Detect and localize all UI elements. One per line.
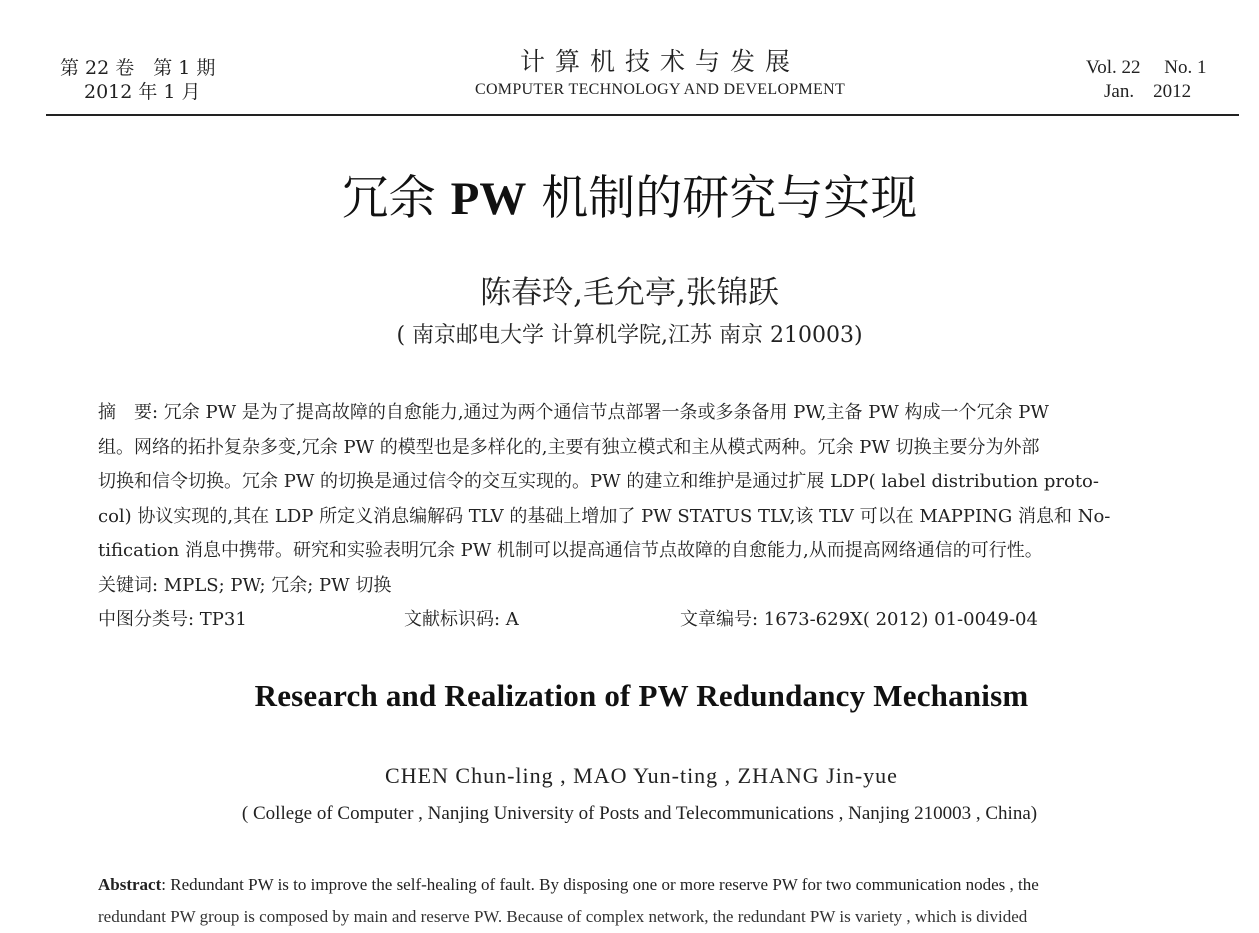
affiliation-en: ( College of Computer , Nanjing University of Posts and Telecommunications , Nanjing 210003 , China) [241, 803, 1038, 824]
title-cn-part3: 机制的研究与实现 [526, 171, 918, 226]
abstract-cn [98, 396, 1188, 569]
abstract-en-line [98, 869, 1188, 901]
authors-en: CHEN Chun-ling , MAO Yun-ting , ZHANG Jin-yue [385, 763, 898, 788]
volume-issue: 第 22 卷 第 1 期 [60, 57, 216, 79]
abstract-cn-line: 摘 要: 冗余 PW 是为了提高故障的自愈能力,通过为两个通信节点部署一条或多条备用 PW,主备 PW 构成一个冗余 PW [98, 402, 1049, 423]
abstract-cn-line: tification 消息中携带。研究和实验表明冗余 PW 机制可以提高通信节点故障的自愈能力,从而提高网络通信的可行性。 [98, 540, 1043, 562]
paper-title-cn [0, 168, 1259, 230]
title-cn-part1: 冗余 [341, 171, 451, 226]
journal-name [400, 46, 920, 102]
abstract-cn-line: 切换和信令切换。冗余 PW 的切换是通过信令的交互实现的。PW 的建立和维护是通过扩展 LDP( label distribution proto- [98, 471, 1099, 493]
header-divider [46, 114, 1239, 116]
classification-row [98, 605, 1198, 635]
journal-name-en: COMPUTER TECHNOLOGY AND DEVELOPMENT [474, 81, 846, 98]
abstract-label: Abstract [98, 875, 162, 894]
issue-date: 2012 年 1 月 [84, 81, 201, 103]
title-cn-part2: PW [450, 173, 527, 225]
abstract-cn-line: 组。网络的拓扑复杂多变,冗余 PW 的模型也是多样化的,主要有独立模式和主从模式两种。冗余 PW 切换主要分为外部 [98, 436, 1040, 458]
document-code: 文献标识码: A [404, 609, 519, 630]
abstract-cn-line: col) 协议实现的,其在 LDP 所定义消息编解码 TLV 的基础上增加了 PW STATUS TLV,该 TLV 可以在 MAPPING 消息和 No- [98, 505, 1111, 527]
issue-info-en [1086, 56, 1207, 104]
keywords-cn: 关键词: MPLS; PW; 冗余; PW 切换 [98, 575, 392, 596]
paper-title-en: Research and Realization of PW Redundancy Mechanism [254, 678, 1029, 713]
issue-info [60, 56, 215, 104]
abstract-en [98, 869, 1188, 933]
volume-issue-en: Vol. 22 No. 1 [1086, 57, 1207, 78]
affiliation-cn: ( 南京邮电大学 计算机学院,江苏 南京 210003) [396, 323, 863, 348]
abstract-en-line: redundant PW group is composed by main and reserve PW. Because of complex network, the redundant PW is variety , which is divided [98, 907, 1028, 926]
abstract-en-text: : Redundant PW is to improve the self-healing of fault. By disposing one or more reserve PW for two communication nodes , the [161, 875, 1039, 894]
issue-date-en: Jan. 2012 [1104, 81, 1192, 102]
authors-cn: 陈春玲,毛允亭,张锦跃 [480, 275, 779, 311]
article-number: 文章编号: 1673-629X( 2012) 01-0049-04 [680, 609, 1038, 630]
journal-name-cn: 计算机技术与发展 [519, 47, 800, 76]
clc-number: 中图分类号: TP31 [98, 609, 247, 630]
